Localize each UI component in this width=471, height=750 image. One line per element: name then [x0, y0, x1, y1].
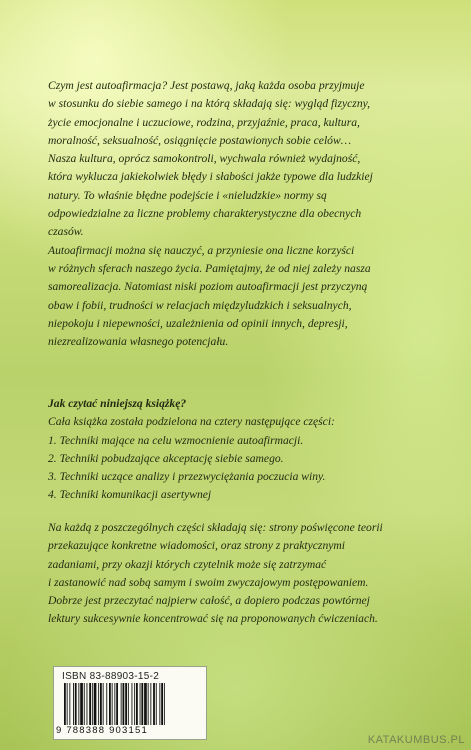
barcode-bar [67, 683, 68, 725]
text-line: moralność, seksualność, osiągnięcie postawionych sobie celów… [48, 133, 352, 147]
list-item: 3. Techniki uczące analizy i przezwyciężania poczucia winy. [48, 470, 326, 484]
barcode-bar [84, 683, 85, 725]
text-line: odpowiedzialne za liczne problemy charakterystyczne dla obecnych [48, 207, 362, 221]
barcode-bars [62, 683, 200, 725]
barcode-bar [106, 683, 107, 725]
barcode-bar [148, 683, 149, 725]
barcode-bar [136, 683, 138, 725]
barcode-bar [73, 683, 74, 725]
structure-text [48, 519, 428, 629]
list-item: 4. Techniki komunikacji asertywnej [48, 488, 212, 502]
barcode-bar [89, 683, 91, 725]
text-line: niezrealizowania własnego potencjału. [48, 335, 229, 349]
barcode-bar [140, 683, 141, 725]
text-line: zadaniami, przy okazji których czytelnik może się zatrzymać [48, 557, 327, 571]
text-line: życie emocjonalne i uczuciowe, rodzina, przyjaźnie, praca, kultura, [48, 115, 360, 129]
text-line: Autoafirmacji można się nauczyć, a przyniesie ona liczne korzyści [48, 243, 355, 257]
isbn-label: ISBN 83-88903-15-2 [62, 671, 160, 682]
barcode-bar [94, 683, 97, 725]
text-line: która wyklucza jakiekolwiek błędy i słabości jakże typowe dla ludzkiej [48, 170, 373, 184]
barcode-bar [114, 683, 115, 725]
text-line: w różnych sferach naszego życia. Pamiętajmy, że od niej zależy nasza [48, 261, 371, 275]
barcode-bar [121, 683, 122, 725]
barcode-bar [161, 683, 163, 725]
barcode-bar [112, 683, 113, 725]
text-line: Cała książka została podzielona na cztery następujące części: [48, 415, 335, 429]
barcode-bar [116, 683, 118, 725]
barcode-bar [103, 683, 104, 725]
barcode-bar [92, 683, 93, 725]
description-text [48, 77, 428, 351]
barcode-bar [98, 683, 99, 725]
barcode-bar [159, 683, 160, 725]
barcode-bar [75, 683, 77, 725]
barcode-digits: 9 788388 903151 [56, 725, 148, 736]
text-line: natury. To właśnie błędne podejście i «nieludzkie» normy są [48, 188, 327, 202]
text-line: przekazujące konkretne wiadomości, oraz strony z praktycznymi [48, 539, 345, 553]
barcode-bar [64, 683, 66, 725]
text-line: czasów. [48, 225, 84, 239]
how-to-read-section [48, 395, 428, 505]
barcode-bar [132, 683, 133, 725]
text-line: samorealizacja. Natomiast niski poziom autoafirmacji jest przyczyną [48, 280, 368, 294]
text-line: Czym jest autoafirmacja? Jest postawą, jaką każda osoba przyjmuje [48, 79, 365, 92]
barcode-bar [87, 683, 88, 725]
watermark: KATAKUMBUS.PL [367, 734, 465, 746]
text-line: Na każdą z poszczególnych części składają się: strony poświęcone teorii [48, 521, 383, 534]
section-heading: Jak czytać niniejszą książkę? [48, 397, 187, 410]
text-line: niepokoju i niepewności, uzależnienia od opinii innych, depresji, [48, 316, 348, 330]
barcode-bar [156, 683, 157, 725]
text-line: Nasza kultura, oprócz samokontroli, wychwala również wydajność, [48, 152, 361, 166]
barcode-bar [109, 683, 111, 725]
text-line: w stosunku do siebie samego i na którą składają się: wygląd fizyczny, [48, 97, 371, 111]
barcode-bar [78, 683, 79, 725]
barcode-bar [153, 683, 155, 725]
barcode-bar [141, 683, 143, 725]
list-item: 2. Techniki pobudzające akceptację siebie samego. [48, 451, 284, 465]
barcode-bar [100, 683, 102, 725]
text-line: Dobrze jest przeczytać najpierw całość, a dopiero podczas powtórnej [48, 594, 370, 608]
list-item: 1. Techniki mające na celu wzmocnienie autoafirmacji. [48, 433, 304, 447]
isbn-barcode [53, 666, 207, 740]
barcode-bar [69, 683, 70, 725]
text-line: i zastanowić nad sobą samym i swoim zwyczajowym postępowaniem. [48, 575, 369, 589]
barcode-bar [144, 683, 147, 725]
text-line: lektury sukcesywnie koncentrować się na proponowanych ćwiczeniach. [48, 612, 378, 626]
barcode-bar [123, 683, 125, 725]
barcode-bar [164, 683, 165, 725]
barcode-bar [125, 683, 127, 725]
barcode-bar [134, 683, 135, 725]
text-line: obaw i fobii, trudności w relacjach międzyludzkich i seksualnych, [48, 298, 352, 312]
barcode-bar [128, 683, 129, 725]
barcode-bar [150, 683, 151, 725]
barcode-bar [80, 683, 83, 725]
